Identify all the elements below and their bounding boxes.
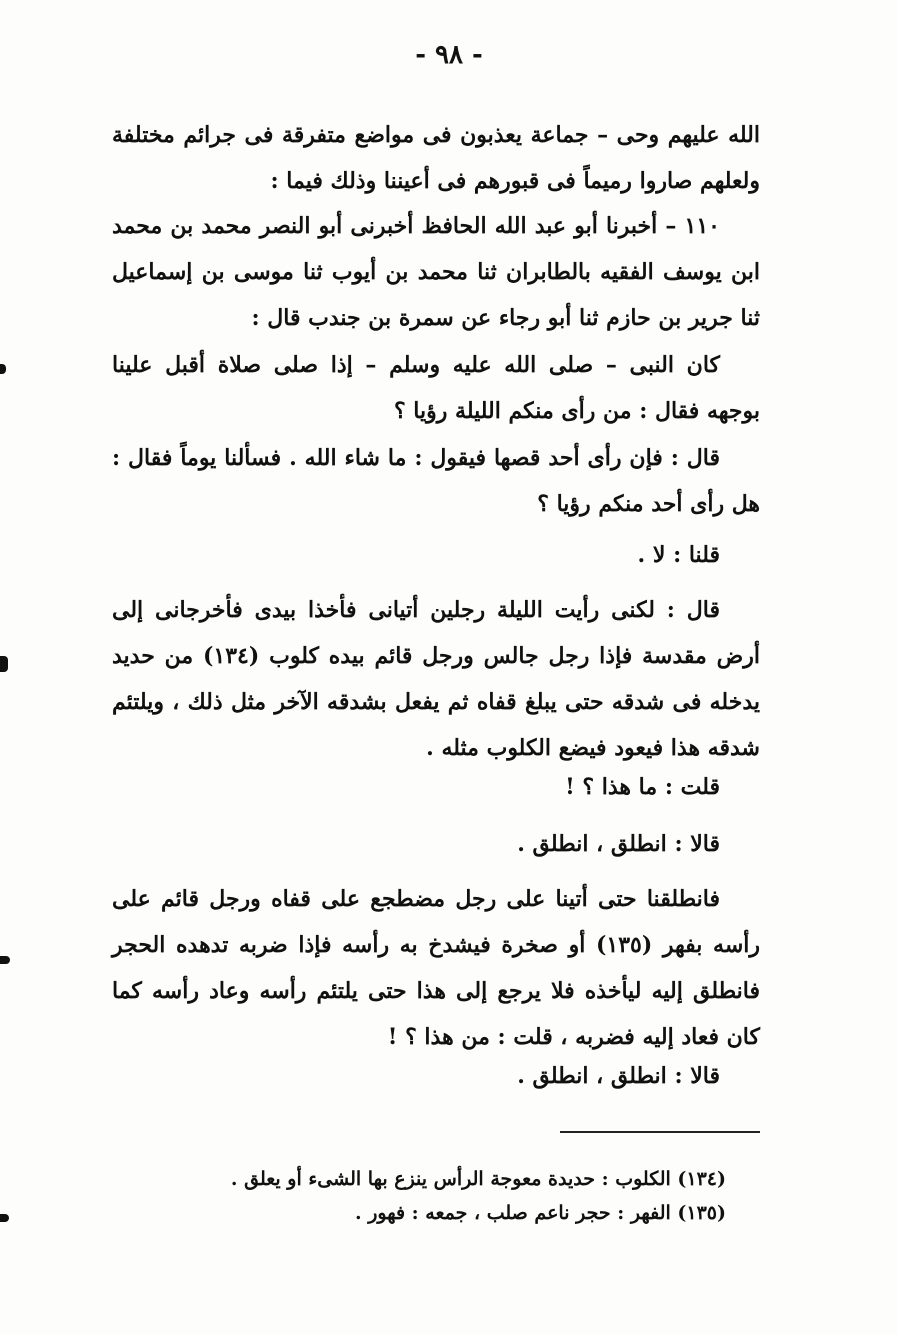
scan-edge-mark — [0, 956, 10, 964]
paragraph-what-is-this-1: قلت : ما هذا ؟ ! — [565, 774, 720, 800]
paragraph-intro: الله عليهم وحى – جماعة يعذبون فى مواضع متفرقة فى جرائم مختلفة ولعلهم صاروا رميماً فى قبورهم فى أعيننا وذلك فيما : — [112, 122, 760, 194]
paragraph-go-on-1: قالا : انطلق ، انطلق . — [517, 831, 720, 857]
paragraph-narration-question: قال : فإن رأى أحد قصها فيقول : ما شاء الله . فسألنا يوماً فقال : هل رأى أحد منكم رؤيا ؟ — [112, 445, 760, 517]
paragraph-go-on-2: قالا : انطلق ، انطلق . — [517, 1063, 720, 1089]
page-number: - ٩٨ - — [415, 40, 483, 70]
footnote-134: (١٣٤) الكلوب : حديدة معوجة الرأس ينزع بها الشىء أو يعلق . — [230, 1168, 726, 1190]
scan-edge-mark — [0, 364, 6, 374]
scan-edge-mark — [0, 1214, 9, 1222]
footnote-separator — [560, 1131, 760, 1133]
paragraph-dream-two-men: قال : لكنى رأيت الليلة رجلين أتيانى فأخذا بيدى فأخرجانى إلى أرض مقدسة فإذا رجل جالس ورجل قائم بيده كلوب (١٣٤) من حديد يدخله فى شدقه حتى يبلغ قفاه ثم يفعل بشدقه الآخر مثل ذلك ، ويلتئم شدقه هذا فيعود فيضع الكلوب مثله . — [112, 597, 760, 761]
paragraph-we-said-no: قلنا : لا . — [637, 542, 720, 568]
paragraph-hadith-110-chain: ١١٠ – أخبرنا أبو عبد الله الحافظ أخبرنى أبو النصر محمد بن محمد ابن يوسف الفقيه بالطابران ثنا محمد بن أيوب ثنا موسى بن إسماعيل ثنا جرير بن حازم ثنا أبو رجاء عن سمرة بن جندب قال : — [112, 213, 760, 331]
footnote-135: (١٣٥) الفهر : حجر ناعم صلب ، جمعه : فهور . — [354, 1202, 726, 1224]
scan-edge-mark — [0, 656, 8, 672]
paragraph-prophet-prayer: كان النبى – صلى الله عليه وسلم – إذا صلى صلاة أقبل علينا بوجهه فقال : من رأى منكم الليلة رؤيا ؟ — [112, 352, 760, 424]
paragraph-lying-man-stone: فانطلقنا حتى أتينا على رجل مضطجع على قفاه ورجل قائم على رأسه بفهر (١٣٥) أو صخرة فيشدخ به رأسه فإذا ضربه تدهده الحجر فانطلق إليه ليأخذه فلا يرجع إلى هذا حتى يلتئم رأسه وعاد رأسه كما كان فعاد إليه فضربه ، قلت : من هذا ؟ ! — [112, 886, 760, 1050]
